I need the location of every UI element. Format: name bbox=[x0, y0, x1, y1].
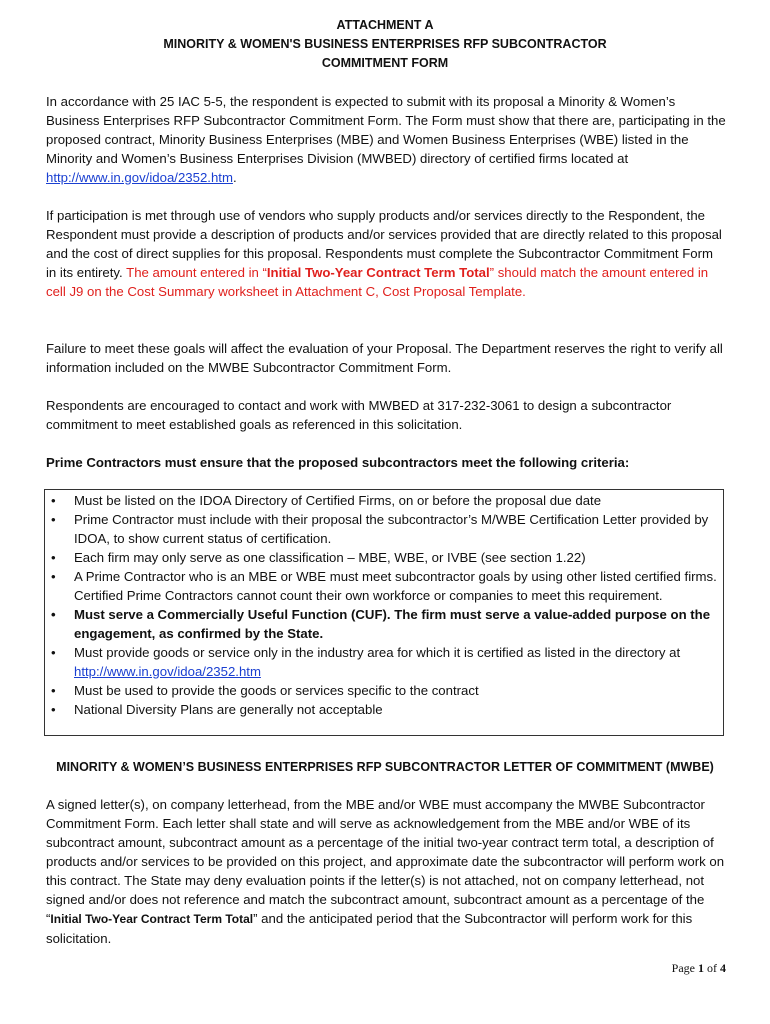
criteria-item-cuf bbox=[45, 605, 723, 643]
bullet-icon: • bbox=[51, 645, 56, 660]
title-line-attachment: ATTACHMENT A bbox=[336, 18, 434, 32]
letter-of-commitment-heading: MINORITY & WOMEN’S BUSINESS ENTERPRISES RFP SUBCONTRACTOR LETTER OF COMMITMENT (MWBE) bbox=[56, 760, 714, 774]
of-word: of bbox=[707, 961, 717, 975]
criteria-item bbox=[45, 548, 723, 567]
criteria-item-text: Must be used to provide the goods or services specific to the contract bbox=[74, 683, 479, 698]
intro-paragraph bbox=[46, 92, 726, 187]
criteria-item-text: A Prime Contractor who is an MBE or WBE must meet subcontractor goals by using other listed certified firms. Certified Prime Contractors cannot count their own workforce or companies to meet this requirement. bbox=[74, 569, 717, 603]
bullet-icon: • bbox=[51, 607, 56, 622]
participation-text: If participation is met through use of vendors who supply products and/or services directly to the Respondent, the Respondent must provide a description of products and/or services provided that are directly related to this proposal and the cost of direct supplies for this proposal. Respondents must complete the Subcontractor Commitment Form in its entirety. bbox=[46, 208, 722, 280]
criteria-item bbox=[45, 700, 723, 719]
criteria-item-text: Each firm may only serve as one classification – MBE, WBE, or IVBE (see section 1.22) bbox=[74, 550, 586, 565]
letter-paragraph bbox=[46, 795, 726, 948]
page-number bbox=[672, 961, 726, 976]
red-note-term: Initial Two-Year Contract Term Total bbox=[266, 265, 490, 280]
bullet-icon: • bbox=[51, 569, 56, 584]
criteria-heading: Prime Contractors must ensure that the proposed subcontractors meet the following criteria: bbox=[46, 455, 630, 470]
criteria-item-text: National Diversity Plans are generally not acceptable bbox=[74, 702, 383, 717]
bullet-icon: • bbox=[51, 493, 56, 508]
bullet-icon: • bbox=[51, 512, 56, 527]
title-line-commitment: COMMITMENT FORM bbox=[321, 56, 449, 70]
directory-link[interactable]: http://www.in.gov/idoa/2352.htm bbox=[74, 664, 261, 679]
criteria-item bbox=[45, 510, 723, 548]
total-pages: 4 bbox=[720, 961, 726, 975]
criteria-item-text: Must be listed on the IDOA Directory of Certified Firms, on or before the proposal due date bbox=[74, 493, 602, 508]
criteria-list bbox=[45, 491, 723, 719]
red-note-start: The amount entered in “ bbox=[126, 265, 267, 280]
criteria-item-text: Must provide goods or service only in the industry area for which it is certified as listed in the directory at bbox=[74, 645, 681, 660]
criteria-item bbox=[45, 681, 723, 700]
participation-red-note bbox=[46, 265, 708, 299]
bullet-icon: • bbox=[51, 683, 56, 698]
criteria-item-text: Must serve a Commercially Useful Function (CUF). The firm must serve a value-added purpose on the engagement, as confirmed by the State. bbox=[74, 607, 711, 641]
bullet-icon: • bbox=[51, 550, 56, 565]
current-page: 1 bbox=[698, 961, 704, 975]
criteria-item bbox=[45, 567, 723, 605]
title-line-form-name: MINORITY & WOMEN'S BUSINESS ENTERPRISES RFP SUBCONTRACTOR bbox=[163, 37, 607, 51]
red-note-end: ” should match the amount entered in cell J9 on the Cost Summary worksheet in Attachment C, Cost Proposal Template. bbox=[46, 265, 709, 299]
bullet-icon: • bbox=[51, 702, 56, 717]
letter-bold-term: Initial Two-Year Contract Term Total bbox=[50, 912, 254, 926]
failure-paragraph: Failure to meet these goals will affect the evaluation of your Proposal. The Department reserves the right to verify all information included on the MWBE Subcontractor Commitment Form. bbox=[46, 341, 723, 375]
document-title bbox=[0, 16, 770, 73]
intro-period: . bbox=[232, 170, 237, 185]
criteria-item-text: Prime Contractor must include with their proposal the subcontractor’s M/WBE Certification Letter provided by IDOA, to show current status of certification. bbox=[74, 512, 709, 546]
criteria-item bbox=[45, 491, 723, 510]
mwbed-directory-link[interactable]: http://www.in.gov/idoa/2352.htm bbox=[46, 170, 233, 185]
intro-text: In accordance with 25 IAC 5-5, the respondent is expected to submit with its proposal a Minority & Women’s Business Enterprises RFP Subcontractor Commitment Form. The Form must show that there are, participating in the proposed contract, Minority Business Enterprises (MBE) and Women Business Enterprises (WBE) listed in the Minority and Women’s Business Enterprises Division (MWBED) directory of certified firms located at bbox=[46, 94, 726, 166]
letter-text-end: ” and the anticipated period that the Subcontractor will perform work for this solicitation. bbox=[46, 911, 693, 946]
letter-text: A signed letter(s), on company letterhead, from the MBE and/or WBE must accompany the MWBE Subcontractor Commitment Form. Each letter shall state and will serve as acknowledgement from the MBE and/or WBE of its subcontract amount, subcontract amount as a percentage of the initial two-year contract term total, a description of products and/or services to be provided on this project, and approximate date the subcontractor will perform work on this contract. The State may deny evaluation points if the letter(s) is not attached, not on company letterhead, not signed and/or does not reference and match the subcontract amount, subcontract amount as a percentage of the “ bbox=[46, 797, 725, 926]
criteria-item bbox=[45, 643, 723, 681]
criteria-box bbox=[44, 489, 724, 736]
participation-paragraph bbox=[46, 206, 726, 301]
encouraged-paragraph: Respondents are encouraged to contact and work with MWBED at 317-232-3061 to design a subcontractor commitment to meet established goals as referenced in this solicitation. bbox=[46, 398, 672, 432]
page-word: Page bbox=[671, 961, 695, 975]
